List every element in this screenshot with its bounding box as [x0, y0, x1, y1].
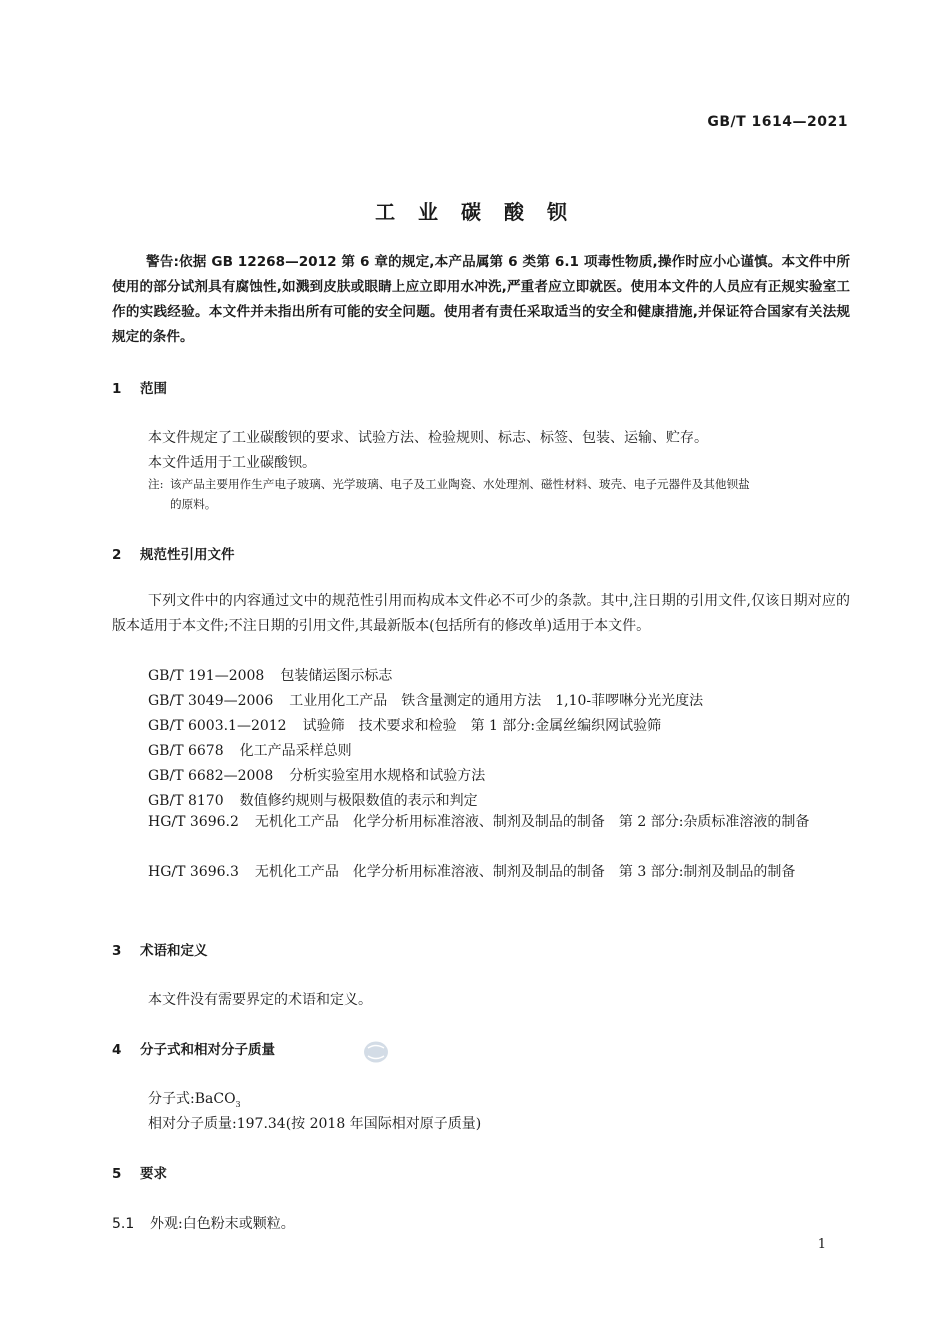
section-1-paragraph-1: 本文件规定了工业碳酸钡的要求、试验方法、检验规则、标志、标签、包装、运输、贮存。 [148, 430, 708, 446]
section-title: 分子式和相对分子质量 [140, 1042, 275, 1058]
clause-number: 5.1 [112, 1216, 135, 1232]
reference-code: GB/T 8170 [148, 793, 224, 809]
molecular-formula [148, 1088, 241, 1109]
section-number: 5 [112, 1166, 122, 1182]
relative-molecular-mass: 相对分子质量:197.34(按 2018 年国际相对原子质量) [148, 1116, 482, 1132]
section-5-heading [112, 1162, 167, 1182]
section-2-intro: 下列文件中的内容通过文中的规范性引用而构成本文件必不可少的条款。其中,注日期的引用文件,仅该日期对应的版本适用于本文件;不注日期的引用文件,其最新版本(包括所有的修改单)适用于本文件。 [112, 593, 850, 634]
sac-logo-icon [363, 1040, 389, 1064]
clause-5-1 [112, 1213, 295, 1233]
formula-subscript: 3 [235, 1099, 241, 1109]
reference-item [112, 860, 850, 885]
reference-item [148, 740, 352, 760]
reference-title: 化工产品采样总则 [239, 743, 352, 759]
reference-title: 无机化工产品 化学分析用标准溶液、制剂及制品的制备 第 2 部分:杂质标准溶液的制备 [254, 814, 810, 830]
warning-paragraph: 警告:依据 GB 12268—2012 第 6 章的规定,本产品属第 6 类第 6.1 项毒性物质,操作时应小心谨慎。本文件中所使用的部分试剂具有腐蚀性,如溅到皮肤或眼睛上应立即用水冲洗,严重者应立即就医。使用本文件的人员应有正规实验室工作的实践经验。本文件并未指出所有可能的安全问题。使用者有责任采取适当的安全和健康措施,并保证符合国家有关法规规定的条件。 [112, 254, 850, 345]
section-1-note [148, 474, 852, 514]
section-title: 范围 [140, 381, 167, 397]
reference-title: 试验筛 技术要求和检验 第 1 部分:金属丝编织网试验筛 [302, 718, 662, 734]
section-3-heading [112, 939, 208, 959]
note-text-line-2: 的原料。 [170, 497, 217, 511]
section-number: 4 [112, 1042, 122, 1058]
section-1-heading [112, 377, 167, 397]
reference-title: 数值修约规则与极限数值的表示和判定 [239, 793, 478, 809]
note-text-line-1: 该产品主要用作生产电子玻璃、光学玻璃、电子及工业陶瓷、水处理剂、磁性材料、玻壳、电子元器件及其他钡盐 [170, 477, 750, 491]
section-1-paragraph-2: 本文件适用于工业碳酸钡。 [148, 455, 316, 471]
section-number: 3 [112, 943, 122, 959]
section-number: 2 [112, 547, 122, 563]
reference-code: HG/T 3696.2 [148, 814, 239, 830]
reference-item [148, 665, 392, 685]
reference-item [148, 715, 661, 735]
reference-title: 工业用化工产品 铁含量测定的通用方法 1,10-菲啰啉分光光度法 [289, 693, 704, 709]
section-title: 术语和定义 [140, 943, 208, 959]
reference-item [112, 810, 850, 835]
document-title: 工 业 碳 酸 钡 [375, 200, 575, 224]
reference-item [148, 790, 478, 810]
reference-code: GB/T 3049—2006 [148, 693, 274, 709]
reference-item [148, 690, 703, 710]
reference-code: GB/T 6682—2008 [148, 768, 274, 784]
standard-code: GB/T 1614—2021 [707, 114, 848, 130]
section-2-heading [112, 543, 235, 563]
section-4-heading [112, 1038, 275, 1058]
note-label: 注: [148, 477, 164, 491]
section-title: 要求 [140, 1166, 167, 1182]
formula-value: BaCO [194, 1091, 236, 1107]
section-title: 规范性引用文件 [140, 547, 235, 563]
reference-title: 无机化工产品 化学分析用标准溶液、制剂及制品的制备 第 3 部分:制剂及制品的制备 [254, 864, 796, 880]
section-number: 1 [112, 381, 122, 397]
reference-code: GB/T 6678 [148, 743, 224, 759]
reference-code: GB/T 191—2008 [148, 668, 265, 684]
page-number: 1 [817, 1237, 826, 1252]
reference-code: HG/T 3696.3 [148, 864, 239, 880]
reference-item [148, 765, 485, 785]
reference-title: 分析实验室用水规格和试验方法 [289, 768, 486, 784]
reference-title: 包装储运图示标志 [280, 668, 393, 684]
formula-label: 分子式: [148, 1091, 195, 1107]
reference-code: GB/T 6003.1—2012 [148, 718, 287, 734]
section-3-paragraph: 本文件没有需要界定的术语和定义。 [148, 992, 372, 1008]
clause-text: 外观:白色粉末或颗粒。 [150, 1216, 295, 1232]
